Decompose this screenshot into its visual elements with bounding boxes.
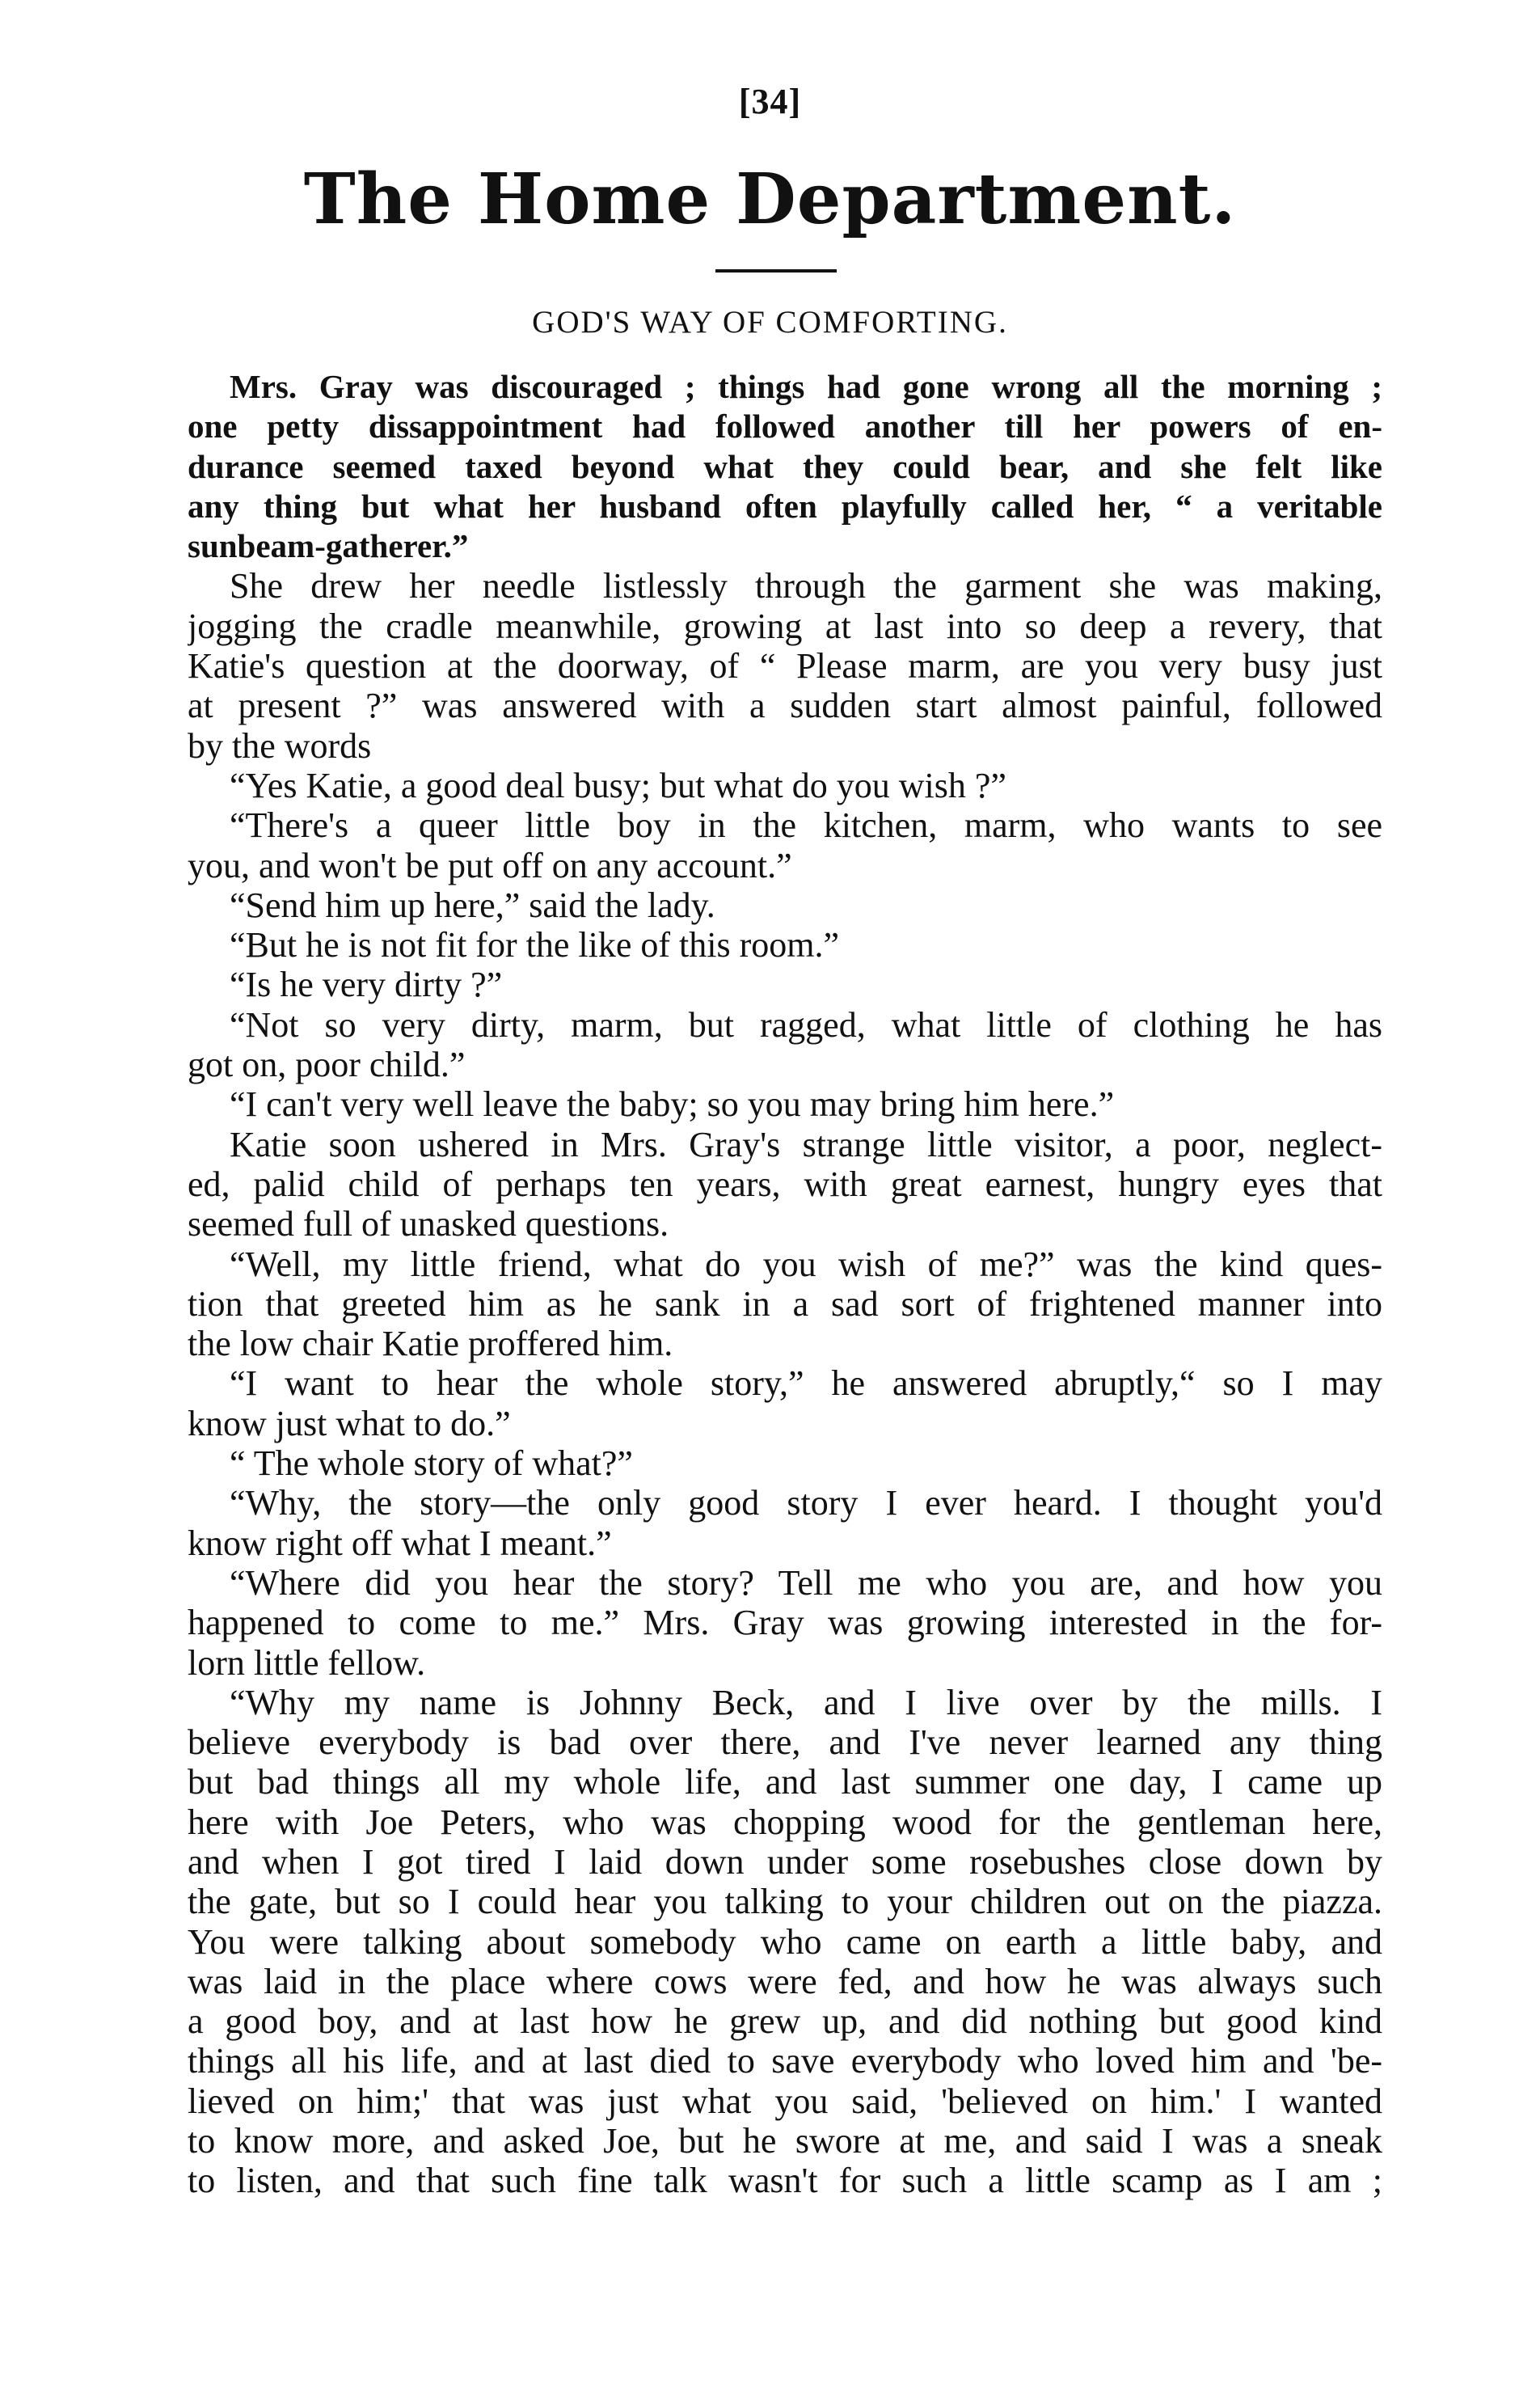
text-line: “Why, the story—the only good story I ever heard. I thought you'd <box>230 1483 1382 1523</box>
text-line: You were talking about somebody who came on earth a little baby, and <box>188 1921 1382 1962</box>
text-line: know just what to do.” <box>188 1403 511 1443</box>
text-line: durance seemed taxed beyond what they could bear, and she felt like <box>188 447 1382 485</box>
text-line: Katie soon ushered in Mrs. Gray's strange little visitor, a poor, neglect- <box>230 1124 1382 1164</box>
text-line: Katie's question at the doorway, of “ Please marm, are you very busy just <box>188 646 1382 687</box>
text-line: to know more, and asked Joe, but he swore at me, and said I was a sneak <box>188 2121 1382 2161</box>
text-line: lorn little fellow. <box>188 1642 426 1683</box>
text-line: any thing but what her husband often playfully called her, “ a veritable <box>188 487 1382 525</box>
text-line: sunbeam-gatherer.” <box>188 527 469 565</box>
text-line: believe everybody is bad over there, and I've never learned any thing <box>188 1722 1382 1763</box>
text-line: She drew her needle listlessly through the garment she was making, <box>230 566 1382 606</box>
text-line: got on, poor child.” <box>188 1045 466 1085</box>
text-line: know right off what I meant.” <box>188 1523 612 1563</box>
text-line: a good boy, and at last how he grew up, and did nothing but good kind <box>188 2001 1382 2042</box>
text-line: to listen, and that such fine talk wasn't for such a little scamp as I am ; <box>188 2161 1382 2201</box>
text-line: tion that greeted him as he sank in a sad sort of frightened manner into <box>188 1283 1382 1324</box>
text-line: things all his life, and at last died to save everybody who loved him and 'be- <box>188 2041 1382 2081</box>
text-line: Mrs. Gray was discouraged ; things had gone wrong all the morning ; <box>230 368 1382 405</box>
article-title: GOD'S WAY OF COMFORTING. <box>532 305 1008 340</box>
text-line: you, and won't be put off on any account.” <box>188 845 792 885</box>
text-line: the low chair Katie proffered him. <box>188 1324 673 1364</box>
text-line: “I can't very well leave the baby; so you may bring him here.” <box>230 1084 1115 1125</box>
text-line: “Is he very dirty ?” <box>230 965 503 1005</box>
text-line: here with Joe Peters, who was chopping wood for the gentleman here, <box>188 1802 1382 1842</box>
text-line: was laid in the place where cows were fed, and how he was always such <box>188 1961 1382 2001</box>
text-line: and when I got tired I laid down under some rosebushes close down by <box>188 1841 1382 1882</box>
text-line: “Why my name is Johnny Beck, and I live over by the mills. I <box>230 1682 1382 1722</box>
text-line: “ The whole story of what?” <box>230 1443 633 1484</box>
text-line: by the words <box>188 725 372 766</box>
text-line: lieved on him;' that was just what you said, 'believed on him.' I wanted <box>188 2081 1382 2121</box>
title-divider <box>715 269 837 273</box>
text-line: the gate, but so I could hear you talking to your children out on the piazza. <box>188 1882 1382 1922</box>
text-line: “I want to hear the whole story,” he answered abruptly,“ so I may <box>230 1363 1382 1404</box>
text-line: but bad things all my whole life, and last summer one day, I came up <box>188 1762 1382 1802</box>
text-line: jogging the cradle meanwhile, growing at last into so deep a revery, that <box>188 606 1382 646</box>
text-line: “Send him up here,” said the lady. <box>230 885 715 925</box>
text-line: at present ?” was answered with a sudden start almost painful, followed <box>188 686 1382 726</box>
text-line: “Yes Katie, a good deal busy; but what do you wish ?” <box>230 765 1006 805</box>
article-body <box>188 367 1382 2201</box>
text-line: “Well, my little friend, what do you wish of me?” was the kind ques- <box>230 1244 1382 1284</box>
text-line: “There's a queer little boy in the kitchen, marm, who wants to see <box>230 805 1382 846</box>
section-title: The Home Department. <box>303 158 1237 240</box>
text-line: happened to come to me.” Mrs. Gray was growing interested in the for- <box>188 1603 1382 1643</box>
text-line: “But he is not fit for the like of this room.” <box>230 925 839 965</box>
text-line: one petty dissappointment had followed another till her powers of en- <box>188 408 1382 446</box>
text-line: seemed full of unasked questions. <box>188 1204 669 1244</box>
text-line: ed, palid child of perhaps ten years, with great earnest, hungry eyes that <box>188 1164 1382 1204</box>
page-number: [34] <box>738 82 802 121</box>
text-line: “Not so very dirty, marm, but ragged, what little of clothing he has <box>230 1004 1382 1045</box>
text-line: “Where did you hear the story? Tell me who you are, and how you <box>230 1562 1382 1603</box>
